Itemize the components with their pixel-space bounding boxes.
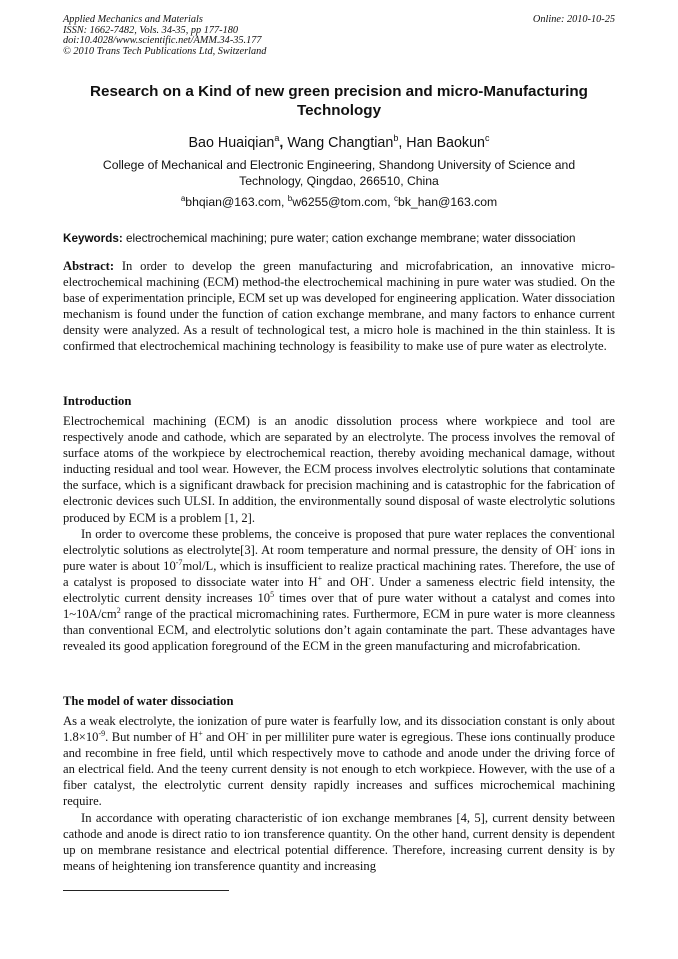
superscript: -9 [98,729,106,739]
text-run: As a weak electrolyte, the ionization of pure water is fearfully low, and its dissociation constant is only about 1.8×10 [63,714,615,745]
issn-line: ISSN: 1662-7482, Vols. 34-35, pp 177-180 [63,24,239,36]
copyright-line: © 2010 Trans Tech Publications Ltd, Switzerland [63,45,267,57]
introduction-section [63,413,615,654]
author-mark: a [274,133,280,143]
email-address: bhqian@163.com [185,195,282,209]
email-list [63,194,615,210]
text-run: and OH [202,730,246,745]
paper-title: Research on a Kind of new green precision and micro-Manufacturing Technology [90,83,588,119]
author-name: Han Baokun [406,135,485,151]
model-paragraph-2: In accordance with operating characteristic of ion exchange membranes [4, 5], current density between cathode and anode is direct ratio to ion transference quantity. On the other hand, current density is dependent up on membrane resistance and electrical potential difference. Therefore, increasing current density is by means of heightening ion transference quantity and increasing [63,810,615,873]
superscript: + [317,573,323,583]
email-separator: , [387,195,395,209]
superscript: - [368,573,372,583]
email-address: w6255@tom.com [292,195,388,209]
email-address: bk_han@163.com [398,195,498,209]
text-run: times over that of pure water without a catalyst and comes into 1~10A/cm [63,591,615,622]
text-run: ions in pure water is about 10 [63,542,615,573]
text-run: mol/L, which is insufficient to realize practical machining rates. Therefore, the use of a catalyst is proposed to dissociate water into H [63,558,615,589]
email-mark: a [180,194,186,203]
text-run: . But number of H [105,730,199,745]
abstract-paragraph [63,258,615,355]
keywords-line [63,231,623,247]
introduction-heading: Introduction [63,394,132,408]
keywords-label: Keywords: [63,232,123,245]
email-separator: , [281,195,288,209]
affiliation: College of Mechanical and Electronic Engineering, Shandong University of Science and Technology, Qingdao, 266510, China [102,158,576,188]
email-mark: c [394,194,399,203]
model-heading: The model of water dissociation [63,694,234,708]
author-mark: c [484,133,490,143]
model-paragraph-1 [63,713,615,810]
email-mark: b [287,194,293,203]
superscript: -7 [175,557,183,567]
doi-line: doi:10.4028/www.scientific.net/AMM.34-35.177 [63,35,262,47]
introduction-paragraph-2 [63,526,615,655]
text-run: . Under a sameness electric field intensity, the electrolytic current density increases 10 [63,574,615,606]
superscript: - [573,541,577,551]
online-date: Online: 2010-10-25 [532,14,615,25]
model-section [63,713,615,874]
author-name: Bao Huaiqian [188,135,275,151]
text-run: range of the practical micromachining rates. Furthermore, ECM in pure water is more cleanness than conventional ECM, and electrolytic solutions don’t again contaminate the part. These advantages have revealed its good application foreground of the ECM in the green manufacturing and microfabrication. [63,607,615,654]
superscript: + [198,729,203,739]
author-list [63,134,615,152]
publication-header [63,15,615,57]
text-run: In order to overcome these problems, the conceive is proposed that pure water replaces the conventional electrolytic solutions as electrolyte[3]. At room temperature and normal pressure, the density of OH [63,526,615,557]
abstract-label: Abstract: [63,259,115,273]
abstract-text: In order to develop the green manufacturing and microfabrication, an innovative micro-electrochemical machining (ECM) method-the electrochemical machining in pure water was studied. On the base of experimentation principle, ECM set up was developed for engineering application. Water dissociation mechanism is found under the function of cation exchange membrane, and many factors to enhance current density were analyzed. As a result of technological test, a micro hole is machined in the thin stainless. It is confirmed that electrochemical machining technology is feasibility to make use of pure water as electrolyte. [63,259,615,354]
journal-name: Applied Mechanics and Materials [63,14,203,25]
superscript: - [245,729,249,739]
author-separator: , [398,135,407,151]
superscript: 5 [270,590,275,600]
superscript: 2 [116,606,121,616]
introduction-paragraph-1: Electrochemical machining (ECM) is an anodic dissolution process where workpiece and tool are respectively anode and cathode, which are separated by an electrolyte. The process involves the removal of surface atoms of the workpiece by electrochemical reaction, thereby avoiding mechanical damage, without inducting residual and tool wear. However, the ECM process involves electrolytic solutions that contaminate the surface, which is a significant drawback for precision machining and is catastrophic for the fabrication of electronic devices such ULSI. In addition, the environmentally sound disposal of waste electrolytic solutions produced by ECM is a problem [1, 2]. [63,414,615,525]
footnote-rule [63,890,229,891]
author-separator: , [279,135,288,151]
author-mark: b [393,133,399,143]
keywords-text: electrochemical machining; pure water; cation exchange membrane; water dissociation [122,232,576,245]
text-run: in per milliliter pure water is egregious. These ions continually produce and recombine in free field, until which respectively move to cathode and anode under the driving force of an electrical field. And the teeny current density is not enough to etch workpiece. However, with the use of a fiber catalyst, the electrolytic current density rapidly increases and suffices microchemical machining require. [63,730,615,809]
author-name: Wang Changtian [287,135,394,151]
text-run: and OH [322,574,369,589]
